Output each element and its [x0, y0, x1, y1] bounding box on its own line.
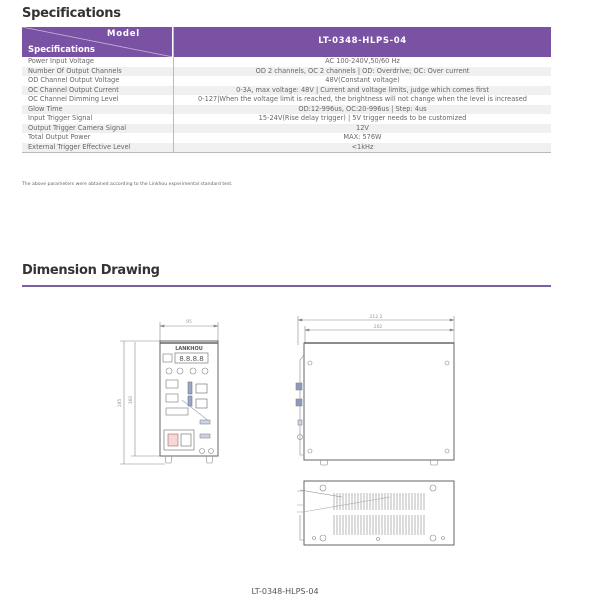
specifications-heading: Specifications [22, 6, 121, 21]
front-height-inner-label: 160 [129, 395, 134, 405]
vent-slots [334, 493, 424, 535]
row-key: Input Trigger Signal [22, 114, 174, 124]
test-note: The above parameters were obtained according to the Linkhou experimental standard test. [22, 182, 233, 187]
row-value: OD:12-996us, OC:20-996us | Step: 4us [174, 105, 552, 115]
row-value: 0-3A, max voltage: 48V | Current and voltage limits, judge which comes first [174, 86, 552, 96]
row-value: MAX: 576W [174, 133, 552, 143]
row-key: Total Output Power [22, 133, 174, 143]
row-value: 12V [174, 124, 552, 134]
row-key: Output Trigger Camera Signal [22, 124, 174, 134]
header-model-value: LT-0348-HLPS-04 [174, 27, 552, 57]
row-value: OD 2 channels, OC 2 channels | OD: Overdrive; OC: Over current [174, 67, 552, 77]
side-length-outer-label: 212.2 [369, 315, 383, 320]
front-display-digits: 8.8.8.8 [179, 355, 204, 363]
bottom-view [297, 481, 454, 545]
row-key: Number Of Output Channels [22, 67, 174, 77]
row-value: 0-127|When the voltage limit is reached, the brightness will not change when the level is increased [174, 95, 552, 105]
row-key: OC Channel Dimming Level [22, 95, 174, 105]
row-key: Power Input Voltage [22, 57, 174, 67]
header-spec-label: Specifications [28, 44, 95, 55]
side-view [296, 316, 454, 465]
front-height-outer-label: 185 [118, 398, 123, 408]
row-value: <1kHz [174, 143, 552, 153]
row-value: 48V(Constant voltage) [174, 76, 552, 86]
row-value: 15-24V(Rise delay trigger) | 5V trigger needs to be customized [174, 114, 552, 124]
drawing-caption: LT-0348-HLPS-04 [251, 587, 319, 596]
front-view [120, 322, 218, 464]
dimension-drawing-heading: Dimension Drawing [22, 263, 160, 278]
row-key: External Trigger Effective Level [22, 143, 174, 153]
side-length-inner-label: 202 [373, 325, 383, 330]
row-key: OD Channel Output Voltage [22, 76, 174, 86]
front-width-label: 95 [186, 320, 192, 325]
row-key: OC Channel Output Current [22, 86, 174, 96]
row-value: AC 100-240V,50/60 Hz [174, 57, 552, 67]
front-brand-label: LANKHOU [175, 346, 203, 352]
header-model-label: Model [106, 29, 140, 39]
row-key: Glow Time [22, 105, 174, 115]
